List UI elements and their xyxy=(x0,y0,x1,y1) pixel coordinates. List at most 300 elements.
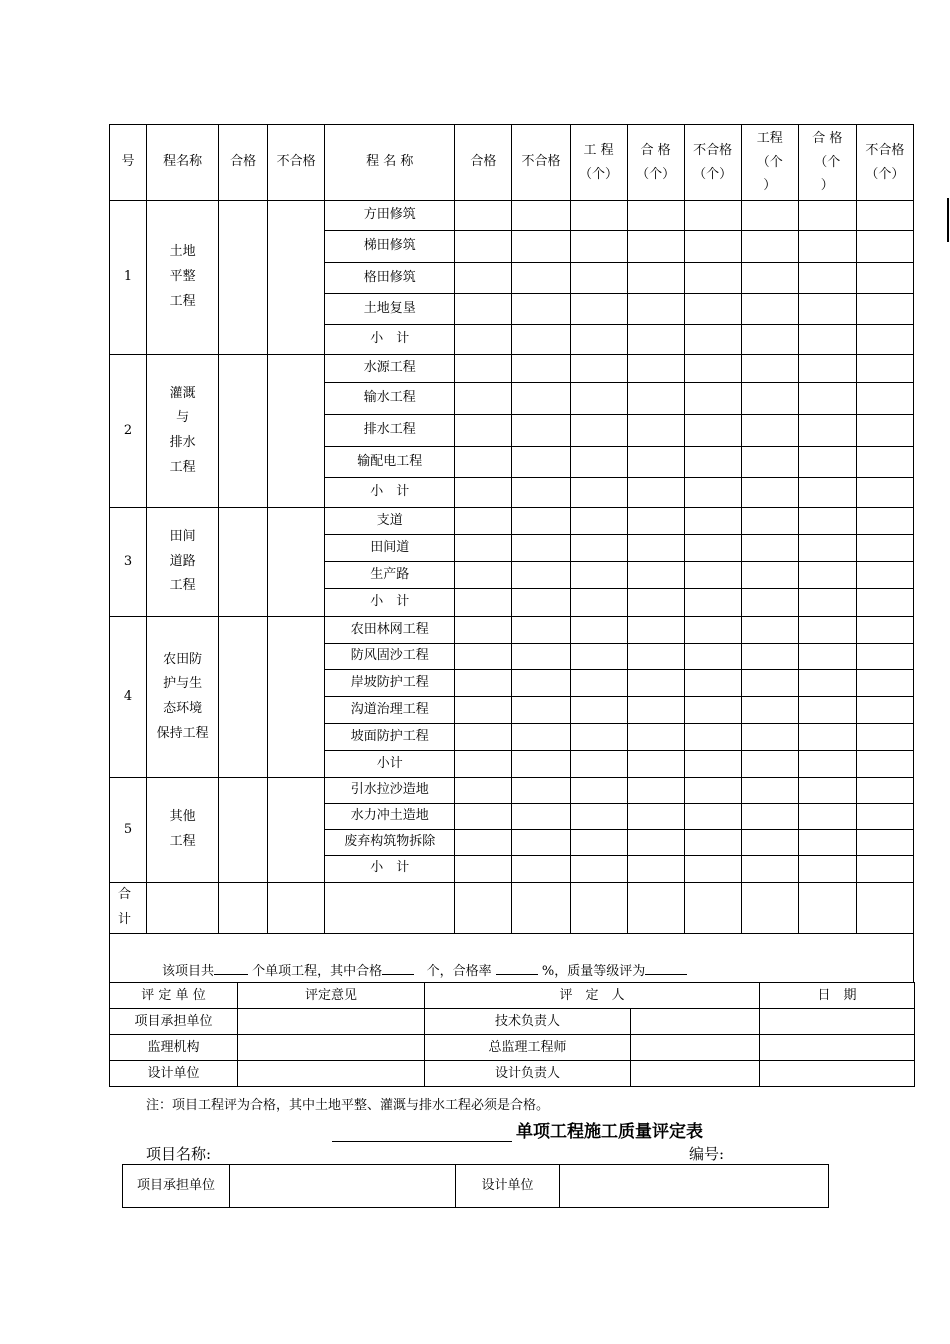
value-cell[interactable] xyxy=(455,617,512,644)
value-cell[interactable] xyxy=(570,644,627,670)
group-name: 农田防 护与生 态环境 保持工程 xyxy=(147,617,219,778)
value-cell[interactable] xyxy=(570,447,627,478)
value-cell[interactable] xyxy=(570,697,627,724)
value-cell[interactable] xyxy=(570,803,627,829)
value-cell[interactable] xyxy=(856,724,913,751)
item-name: 坡面防护工程 xyxy=(325,724,455,751)
total-label: 合 计 xyxy=(110,882,147,933)
value-cell[interactable] xyxy=(512,829,570,855)
code-label: 编号: xyxy=(689,1145,725,1163)
value-cell[interactable] xyxy=(798,355,856,383)
summary-text-4: %，质量等级评为 xyxy=(541,964,646,979)
total-cell[interactable] xyxy=(856,882,913,933)
item-name: 沟道治理工程 xyxy=(325,697,455,724)
value-cell[interactable] xyxy=(512,644,570,670)
value-cell[interactable] xyxy=(512,508,570,535)
item-name: 农田林网工程 xyxy=(325,617,455,644)
value-cell[interactable] xyxy=(570,508,627,535)
total-row xyxy=(110,882,914,933)
group-fail-cell[interactable] xyxy=(268,617,325,778)
value-cell[interactable] xyxy=(684,535,741,562)
value-cell[interactable] xyxy=(570,231,627,263)
group-pass-cell[interactable] xyxy=(219,617,268,778)
value-cell[interactable] xyxy=(570,263,627,294)
value-cell[interactable] xyxy=(684,562,741,589)
value-cell[interactable] xyxy=(512,751,570,778)
value-cell[interactable] xyxy=(856,478,913,508)
total-cell[interactable] xyxy=(219,882,268,933)
value-cell[interactable] xyxy=(741,415,798,447)
value-cell[interactable] xyxy=(798,697,856,724)
group-number: 3 xyxy=(110,508,147,617)
value-cell[interactable] xyxy=(627,617,684,644)
value-cell[interactable] xyxy=(512,201,570,231)
header-name: 程名称 xyxy=(147,125,219,201)
value-cell[interactable] xyxy=(856,263,913,294)
project-name-label: 项目名称: xyxy=(146,1145,212,1163)
value-cell[interactable] xyxy=(741,855,798,882)
summary-line xyxy=(162,960,687,979)
rating-signature-cell[interactable] xyxy=(631,1009,760,1035)
header-no: 号 xyxy=(110,125,147,201)
value-cell[interactable] xyxy=(570,415,627,447)
value-cell[interactable] xyxy=(627,201,684,231)
value-cell[interactable] xyxy=(798,415,856,447)
value-cell[interactable] xyxy=(627,803,684,829)
value-cell[interactable] xyxy=(455,447,512,478)
value-cell[interactable] xyxy=(455,855,512,882)
design-value[interactable] xyxy=(560,1165,829,1208)
rating-row xyxy=(110,1009,915,1035)
value-cell[interactable] xyxy=(455,751,512,778)
total-cell[interactable] xyxy=(268,882,325,933)
page-edge-mark xyxy=(947,198,949,242)
table-row xyxy=(110,617,914,644)
value-cell[interactable] xyxy=(455,355,512,383)
value-cell[interactable] xyxy=(798,644,856,670)
form-title-text: 单项工程施工质量评定表 xyxy=(516,1122,703,1142)
value-cell[interactable] xyxy=(627,778,684,804)
value-cell[interactable] xyxy=(741,294,798,325)
value-cell[interactable] xyxy=(512,670,570,697)
rating-opinion-cell[interactable] xyxy=(238,1009,425,1035)
value-cell[interactable] xyxy=(455,778,512,804)
value-cell[interactable] xyxy=(741,589,798,617)
rating-signature-cell[interactable] xyxy=(631,1035,760,1061)
value-cell[interactable] xyxy=(455,644,512,670)
group-pass-cell[interactable] xyxy=(219,201,268,355)
value-cell[interactable] xyxy=(570,201,627,231)
value-cell[interactable] xyxy=(512,447,570,478)
value-cell[interactable] xyxy=(570,383,627,415)
value-cell[interactable] xyxy=(856,325,913,355)
total-cell[interactable] xyxy=(741,882,798,933)
value-cell[interactable] xyxy=(455,803,512,829)
title-project-blank[interactable] xyxy=(332,1123,512,1142)
group-name: 土地 平整 工程 xyxy=(147,201,219,355)
value-cell[interactable] xyxy=(741,535,798,562)
table-row xyxy=(110,355,914,383)
form-title xyxy=(332,1117,703,1142)
item-name: 梯田修筑 xyxy=(325,231,455,263)
value-cell[interactable] xyxy=(455,697,512,724)
value-cell[interactable] xyxy=(627,644,684,670)
value-cell[interactable] xyxy=(455,201,512,231)
value-cell[interactable] xyxy=(512,617,570,644)
table-row xyxy=(110,778,914,804)
value-cell[interactable] xyxy=(684,294,741,325)
value-cell[interactable] xyxy=(798,855,856,882)
value-cell[interactable] xyxy=(856,803,913,829)
value-cell[interactable] xyxy=(627,589,684,617)
summary-text-3: 个，合格率 xyxy=(426,964,492,979)
value-cell[interactable] xyxy=(512,778,570,804)
value-cell[interactable] xyxy=(798,751,856,778)
value-cell[interactable] xyxy=(627,415,684,447)
group-fail-cell[interactable] xyxy=(268,201,325,355)
value-cell[interactable] xyxy=(741,478,798,508)
group-name: 其他 工程 xyxy=(147,778,219,883)
value-cell[interactable] xyxy=(570,355,627,383)
value-cell[interactable] xyxy=(570,478,627,508)
value-cell[interactable] xyxy=(512,562,570,589)
value-cell[interactable] xyxy=(570,829,627,855)
item-name: 小 计 xyxy=(325,855,455,882)
value-cell[interactable] xyxy=(798,778,856,804)
value-cell[interactable] xyxy=(684,724,741,751)
value-cell[interactable] xyxy=(856,383,913,415)
value-cell[interactable] xyxy=(741,617,798,644)
value-cell[interactable] xyxy=(570,294,627,325)
value-cell[interactable] xyxy=(798,447,856,478)
value-cell[interactable] xyxy=(455,562,512,589)
value-cell[interactable] xyxy=(856,644,913,670)
header-count-4: 工程 （个 ） xyxy=(741,125,798,201)
value-cell[interactable] xyxy=(741,508,798,535)
value-cell[interactable] xyxy=(570,751,627,778)
group-fail-cell[interactable] xyxy=(268,508,325,617)
value-cell[interactable] xyxy=(684,263,741,294)
value-cell[interactable] xyxy=(512,263,570,294)
header-count-5: 合 格 （个 ） xyxy=(798,125,856,201)
table-row xyxy=(110,201,914,231)
value-cell[interactable] xyxy=(684,855,741,882)
value-cell[interactable] xyxy=(627,231,684,263)
rating-opinion-cell[interactable] xyxy=(238,1061,425,1087)
value-cell[interactable] xyxy=(570,562,627,589)
value-cell[interactable] xyxy=(455,724,512,751)
value-cell[interactable] xyxy=(512,231,570,263)
value-cell[interactable] xyxy=(512,325,570,355)
value-cell[interactable] xyxy=(856,201,913,231)
value-cell[interactable] xyxy=(570,617,627,644)
rating-date-cell[interactable] xyxy=(760,1035,915,1061)
value-cell[interactable] xyxy=(741,778,798,804)
total-cell[interactable] xyxy=(325,882,455,933)
value-cell[interactable] xyxy=(741,724,798,751)
value-cell[interactable] xyxy=(741,355,798,383)
value-cell[interactable] xyxy=(798,829,856,855)
value-cell[interactable] xyxy=(627,724,684,751)
value-cell[interactable] xyxy=(798,325,856,355)
value-cell[interactable] xyxy=(856,231,913,263)
value-cell[interactable] xyxy=(627,855,684,882)
value-cell[interactable] xyxy=(455,294,512,325)
rating-unit-header: 评 定 单 位 xyxy=(110,983,238,1009)
group-name: 灌溉 与 排水 工程 xyxy=(147,355,219,508)
value-cell[interactable] xyxy=(455,415,512,447)
value-cell[interactable] xyxy=(684,201,741,231)
item-name: 废弃构筑物拆除 xyxy=(325,829,455,855)
value-cell[interactable] xyxy=(856,447,913,478)
header-count-6: 不合格 （个） xyxy=(856,125,913,201)
item-name: 小计 xyxy=(325,751,455,778)
value-cell[interactable] xyxy=(684,508,741,535)
value-cell[interactable] xyxy=(684,383,741,415)
value-cell[interactable] xyxy=(627,562,684,589)
item-name: 水源工程 xyxy=(325,355,455,383)
value-cell[interactable] xyxy=(455,829,512,855)
value-cell[interactable] xyxy=(684,697,741,724)
item-name: 支道 xyxy=(325,508,455,535)
summary-text-2: 个单项工程，其中合格 xyxy=(252,964,383,979)
value-cell[interactable] xyxy=(455,508,512,535)
item-name: 土地复垦 xyxy=(325,294,455,325)
value-cell[interactable] xyxy=(627,383,684,415)
pass-blank[interactable] xyxy=(382,961,414,975)
value-cell[interactable] xyxy=(570,589,627,617)
total-cell[interactable] xyxy=(627,882,684,933)
rating-date-cell[interactable] xyxy=(760,1009,915,1035)
value-cell[interactable] xyxy=(856,415,913,447)
value-cell[interactable] xyxy=(798,803,856,829)
value-cell[interactable] xyxy=(798,263,856,294)
value-cell[interactable] xyxy=(455,325,512,355)
value-cell[interactable] xyxy=(798,670,856,697)
value-cell[interactable] xyxy=(627,535,684,562)
grade-blank[interactable] xyxy=(645,961,687,975)
value-cell[interactable] xyxy=(627,355,684,383)
total-cell[interactable] xyxy=(684,882,741,933)
value-cell[interactable] xyxy=(570,855,627,882)
value-cell[interactable] xyxy=(741,829,798,855)
value-cell[interactable] xyxy=(684,447,741,478)
value-cell[interactable] xyxy=(798,478,856,508)
value-cell[interactable] xyxy=(512,803,570,829)
value-cell[interactable] xyxy=(684,751,741,778)
header-row xyxy=(110,125,914,201)
value-cell[interactable] xyxy=(455,383,512,415)
value-cell[interactable] xyxy=(856,829,913,855)
value-cell[interactable] xyxy=(684,829,741,855)
value-cell[interactable] xyxy=(455,263,512,294)
value-cell[interactable] xyxy=(684,589,741,617)
value-cell[interactable] xyxy=(512,294,570,325)
rating-row xyxy=(110,1061,915,1087)
value-cell[interactable] xyxy=(512,383,570,415)
value-cell[interactable] xyxy=(856,355,913,383)
value-cell[interactable] xyxy=(741,803,798,829)
group-pass-cell[interactable] xyxy=(219,508,268,617)
total-cell[interactable] xyxy=(455,882,512,933)
value-cell[interactable] xyxy=(741,751,798,778)
value-cell[interactable] xyxy=(856,778,913,804)
value-cell[interactable] xyxy=(512,697,570,724)
value-cell[interactable] xyxy=(741,383,798,415)
value-cell[interactable] xyxy=(684,644,741,670)
value-cell[interactable] xyxy=(627,697,684,724)
value-cell[interactable] xyxy=(627,670,684,697)
value-cell[interactable] xyxy=(684,617,741,644)
value-cell[interactable] xyxy=(798,535,856,562)
value-cell[interactable] xyxy=(627,508,684,535)
value-cell[interactable] xyxy=(684,325,741,355)
header-count-2: 合 格 （个） xyxy=(627,125,684,201)
item-name: 输水工程 xyxy=(325,383,455,415)
value-cell[interactable] xyxy=(570,670,627,697)
value-cell[interactable] xyxy=(741,644,798,670)
value-cell[interactable] xyxy=(512,855,570,882)
group-number: 5 xyxy=(110,778,147,883)
design-label: 设计单位 xyxy=(456,1165,560,1208)
total-cell[interactable] xyxy=(512,882,570,933)
value-cell[interactable] xyxy=(570,325,627,355)
item-name: 格田修筑 xyxy=(325,263,455,294)
item-name: 引水拉沙造地 xyxy=(325,778,455,804)
value-cell[interactable] xyxy=(512,535,570,562)
rating-unit: 设计单位 xyxy=(110,1061,238,1087)
value-cell[interactable] xyxy=(627,294,684,325)
value-cell[interactable] xyxy=(856,617,913,644)
value-cell[interactable] xyxy=(856,508,913,535)
count-blank[interactable] xyxy=(214,961,248,975)
value-cell[interactable] xyxy=(570,724,627,751)
item-name: 水力冲土造地 xyxy=(325,803,455,829)
value-cell[interactable] xyxy=(455,231,512,263)
rating-opinion-cell[interactable] xyxy=(238,1035,425,1061)
value-cell[interactable] xyxy=(798,201,856,231)
value-cell[interactable] xyxy=(741,201,798,231)
value-cell[interactable] xyxy=(570,778,627,804)
item-name: 输配电工程 xyxy=(325,447,455,478)
rating-row xyxy=(110,1035,915,1061)
value-cell[interactable] xyxy=(684,670,741,697)
value-cell[interactable] xyxy=(684,803,741,829)
rating-table xyxy=(109,982,915,1087)
group-fail-cell[interactable] xyxy=(268,778,325,883)
value-cell[interactable] xyxy=(455,589,512,617)
value-cell[interactable] xyxy=(741,447,798,478)
value-cell[interactable] xyxy=(798,231,856,263)
group-pass-cell[interactable] xyxy=(219,778,268,883)
rating-signature-cell[interactable] xyxy=(631,1061,760,1087)
total-cell[interactable] xyxy=(798,882,856,933)
value-cell[interactable] xyxy=(798,383,856,415)
value-cell[interactable] xyxy=(741,670,798,697)
rating-date-header: 日 期 xyxy=(760,983,915,1009)
value-cell[interactable] xyxy=(856,562,913,589)
item-name: 小 计 xyxy=(325,325,455,355)
item-name: 小 计 xyxy=(325,589,455,617)
group-number: 4 xyxy=(110,617,147,778)
rating-person-header: 评 定 人 xyxy=(425,983,760,1009)
value-cell[interactable] xyxy=(455,478,512,508)
value-cell[interactable] xyxy=(856,751,913,778)
value-cell[interactable] xyxy=(512,355,570,383)
value-cell[interactable] xyxy=(798,562,856,589)
header-fail: 不合格 xyxy=(268,125,325,201)
value-cell[interactable] xyxy=(684,778,741,804)
value-cell[interactable] xyxy=(455,670,512,697)
value-cell[interactable] xyxy=(741,263,798,294)
value-cell[interactable] xyxy=(856,855,913,882)
header-count-1: 工 程 （个） xyxy=(570,125,627,201)
value-cell[interactable] xyxy=(512,589,570,617)
value-cell[interactable] xyxy=(741,697,798,724)
value-cell[interactable] xyxy=(856,294,913,325)
value-cell[interactable] xyxy=(455,535,512,562)
rating-person: 总监理工程师 xyxy=(425,1035,631,1061)
value-cell[interactable] xyxy=(856,535,913,562)
total-cell[interactable] xyxy=(570,882,627,933)
value-cell[interactable] xyxy=(512,478,570,508)
header-count-3: 不合格 （个） xyxy=(684,125,741,201)
value-cell[interactable] xyxy=(627,829,684,855)
rating-opinion-header: 评定意见 xyxy=(238,983,425,1009)
header-sub-name: 程 名 称 xyxy=(325,125,455,201)
rating-unit: 监理机构 xyxy=(110,1035,238,1061)
value-cell[interactable] xyxy=(512,415,570,447)
item-name: 小 计 xyxy=(325,478,455,508)
undertaker-value[interactable] xyxy=(230,1165,456,1208)
group-fail-cell[interactable] xyxy=(268,355,325,508)
value-cell[interactable] xyxy=(684,231,741,263)
value-cell[interactable] xyxy=(856,697,913,724)
group-pass-cell[interactable] xyxy=(219,355,268,508)
value-cell[interactable] xyxy=(741,231,798,263)
group-number: 2 xyxy=(110,355,147,508)
value-cell[interactable] xyxy=(627,751,684,778)
value-cell[interactable] xyxy=(684,355,741,383)
value-cell[interactable] xyxy=(798,589,856,617)
value-cell[interactable] xyxy=(512,724,570,751)
group-number: 1 xyxy=(110,201,147,355)
value-cell[interactable] xyxy=(570,535,627,562)
value-cell[interactable] xyxy=(798,617,856,644)
value-cell[interactable] xyxy=(627,325,684,355)
value-cell[interactable] xyxy=(741,325,798,355)
value-cell[interactable] xyxy=(798,508,856,535)
header-sub-pass: 合格 xyxy=(455,125,512,201)
total-cell[interactable] xyxy=(147,882,219,933)
value-cell[interactable] xyxy=(684,415,741,447)
value-cell[interactable] xyxy=(627,478,684,508)
value-cell[interactable] xyxy=(741,562,798,589)
value-cell[interactable] xyxy=(856,670,913,697)
value-cell[interactable] xyxy=(684,478,741,508)
value-cell[interactable] xyxy=(627,447,684,478)
value-cell[interactable] xyxy=(798,294,856,325)
project-info-table xyxy=(122,1164,829,1208)
rating-date-cell[interactable] xyxy=(760,1061,915,1087)
header-sub-fail: 不合格 xyxy=(512,125,570,201)
project-info-row xyxy=(123,1165,829,1208)
value-cell[interactable] xyxy=(798,724,856,751)
value-cell[interactable] xyxy=(856,589,913,617)
value-cell[interactable] xyxy=(627,263,684,294)
rate-blank[interactable] xyxy=(496,961,538,975)
footnote: 注：项目工程评为合格，其中土地平整、灌溉与排水工程必须是合格。 xyxy=(146,1098,550,1113)
